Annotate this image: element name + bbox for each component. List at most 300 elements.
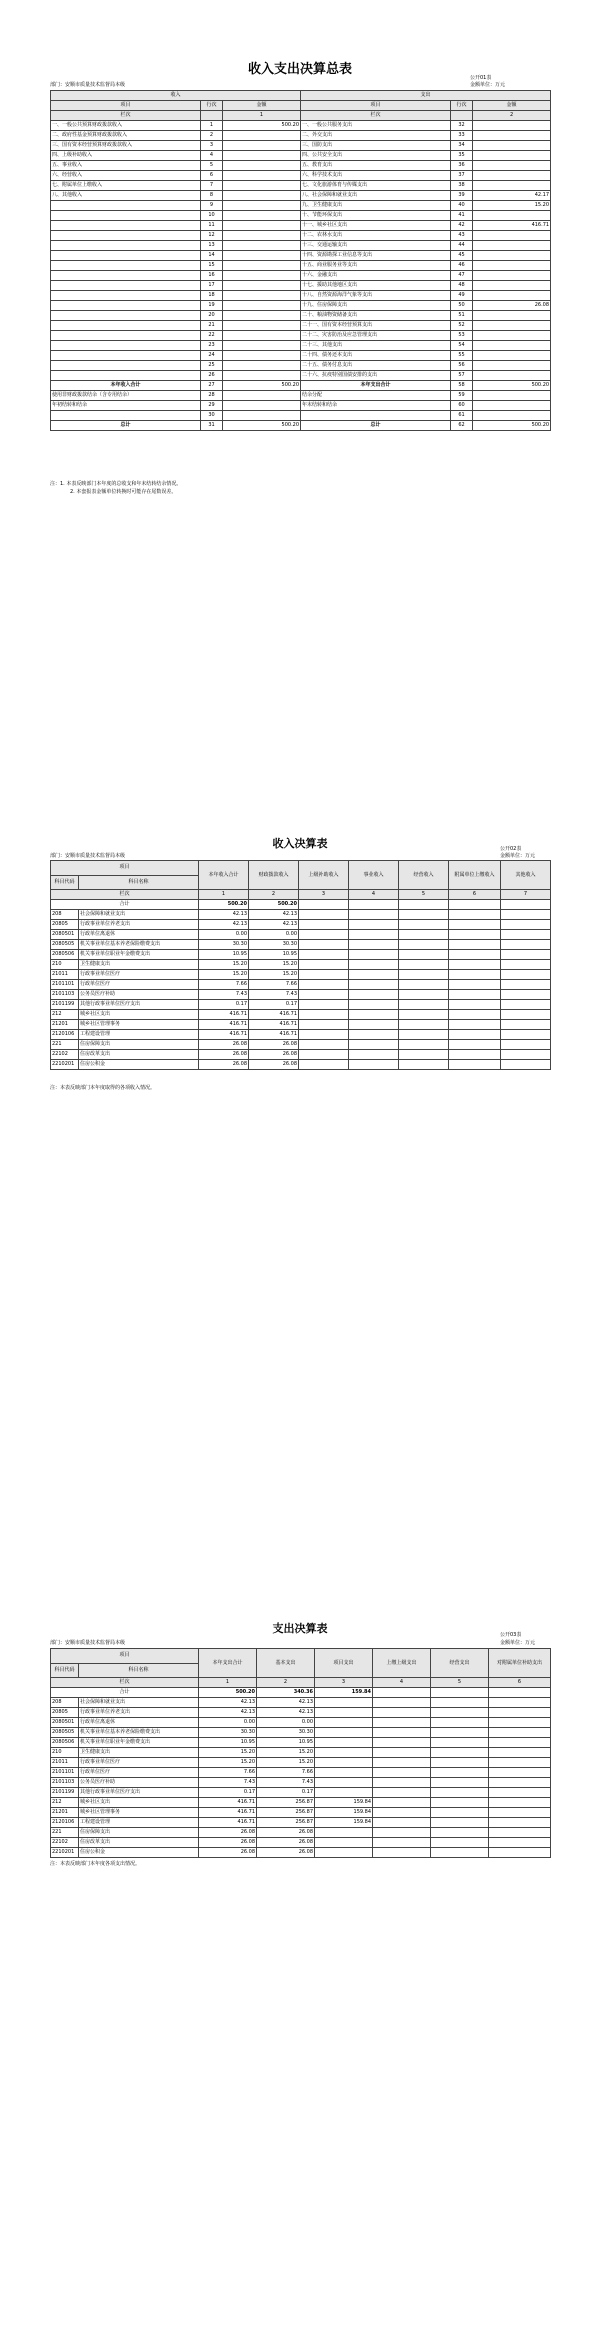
amount bbox=[449, 970, 501, 980]
expense-row bbox=[51, 1848, 551, 1858]
subject-name: 机关事业单位职业年金缴费支出 bbox=[79, 1738, 199, 1748]
summary-row bbox=[51, 341, 551, 351]
expense-item: 结余分配 bbox=[301, 391, 451, 401]
subject-name: 行政单位医疗 bbox=[79, 980, 199, 990]
summary-row bbox=[51, 131, 551, 141]
income-amount bbox=[223, 231, 301, 241]
subject-code: 208 bbox=[51, 910, 79, 920]
income-amount bbox=[223, 151, 301, 161]
amount bbox=[501, 930, 551, 940]
income-amount bbox=[223, 191, 301, 201]
income-amount bbox=[223, 221, 301, 231]
income-item bbox=[51, 201, 201, 211]
subject-name: 其他行政事业单位医疗支出 bbox=[79, 1788, 199, 1798]
amount bbox=[449, 1030, 501, 1040]
expense-item: 十六、金融支出 bbox=[301, 271, 451, 281]
line-no: 38 bbox=[451, 181, 473, 191]
amount bbox=[431, 1758, 489, 1768]
subject-name: 机关事业单位职业年金缴费支出 bbox=[79, 950, 199, 960]
amount: 256.87 bbox=[257, 1798, 315, 1808]
colno-label: 栏次 bbox=[51, 890, 199, 900]
code-header: 科目代码 bbox=[51, 1663, 79, 1678]
amount: 42.13 bbox=[199, 1708, 257, 1718]
income-money-unit: 金额单位：万元 bbox=[500, 853, 536, 859]
amount bbox=[299, 920, 349, 930]
subject-name: 工程建设管理 bbox=[79, 1818, 199, 1828]
income-item: 八、其他收入 bbox=[51, 191, 201, 201]
table-cell bbox=[451, 111, 473, 121]
amount bbox=[399, 980, 449, 990]
amount bbox=[373, 1698, 431, 1708]
income-amount bbox=[223, 331, 301, 341]
amount bbox=[501, 950, 551, 960]
amount: 42.13 bbox=[249, 910, 299, 920]
amount bbox=[489, 1778, 551, 1788]
line-no: 49 bbox=[451, 291, 473, 301]
income-item bbox=[51, 301, 201, 311]
amount bbox=[399, 1010, 449, 1020]
amount bbox=[399, 1050, 449, 1060]
expense-amount bbox=[473, 401, 551, 411]
income-row bbox=[51, 910, 551, 920]
expense-row bbox=[51, 1698, 551, 1708]
income-note: 注：本表反映部门本年度取得的各项收入情况。 bbox=[50, 1085, 156, 1091]
amount bbox=[449, 1040, 501, 1050]
expense-total-row bbox=[51, 1688, 551, 1698]
subject-name: 行政事业单位医疗 bbox=[79, 970, 199, 980]
subject-name: 行政单位离退休 bbox=[79, 930, 199, 940]
code-header: 科目代码 bbox=[51, 875, 79, 890]
line-no: 17 bbox=[201, 281, 223, 291]
subject-name: 行政单位医疗 bbox=[79, 1768, 199, 1778]
table-cell: 2 bbox=[473, 111, 551, 121]
subject-name: 城乡社区管理事务 bbox=[79, 1020, 199, 1030]
amount bbox=[373, 1848, 431, 1858]
subject-code: 2210201 bbox=[51, 1060, 79, 1070]
amount: 15.20 bbox=[249, 960, 299, 970]
expense-amount: 416.71 bbox=[473, 221, 551, 231]
amount bbox=[489, 1758, 551, 1768]
amount: 416.71 bbox=[199, 1020, 249, 1030]
income-item bbox=[51, 231, 201, 241]
amount: 0.00 bbox=[199, 930, 249, 940]
line-no: 21 bbox=[201, 321, 223, 331]
income-title: 收入决算表 bbox=[272, 837, 328, 850]
total-value bbox=[373, 1688, 431, 1698]
line-no: 48 bbox=[451, 281, 473, 291]
colno: 4 bbox=[349, 890, 399, 900]
subject-name: 住房公积金 bbox=[79, 1060, 199, 1070]
summary-row bbox=[51, 141, 551, 151]
column-header: 本年支出合计 bbox=[199, 1649, 257, 1678]
amount bbox=[399, 1060, 449, 1070]
column-header: 财政拨款收入 bbox=[249, 861, 299, 890]
line-no: 50 bbox=[451, 301, 473, 311]
amount: 15.20 bbox=[249, 970, 299, 980]
summary-extra-row bbox=[51, 391, 551, 401]
summary-row bbox=[51, 321, 551, 331]
amount: 26.08 bbox=[199, 1838, 257, 1848]
line-no: 31 bbox=[201, 421, 223, 431]
expense-amount bbox=[473, 331, 551, 341]
expense-amount bbox=[473, 241, 551, 251]
income-row bbox=[51, 980, 551, 990]
amount bbox=[399, 1020, 449, 1030]
income-row bbox=[51, 1050, 551, 1060]
income-amount bbox=[223, 391, 301, 401]
amount: 416.71 bbox=[199, 1818, 257, 1828]
amount: 256.87 bbox=[257, 1808, 315, 1818]
summary-row bbox=[51, 331, 551, 341]
subject-code: 22102 bbox=[51, 1838, 79, 1848]
amount bbox=[299, 1000, 349, 1010]
amount bbox=[399, 920, 449, 930]
income-item bbox=[51, 351, 201, 361]
line-no: 9 bbox=[201, 201, 223, 211]
expense-amount bbox=[473, 171, 551, 181]
subject-name: 机关事业单位基本养老保险缴费支出 bbox=[79, 1728, 199, 1738]
line-no: 30 bbox=[201, 411, 223, 421]
amount: 7.43 bbox=[249, 990, 299, 1000]
table-cell bbox=[201, 111, 223, 121]
expense-item: 十八、自然资源海洋气象等支出 bbox=[301, 291, 451, 301]
amount: 416.71 bbox=[249, 1010, 299, 1020]
amount bbox=[489, 1808, 551, 1818]
total-label: 合计 bbox=[51, 900, 199, 910]
amount: 26.08 bbox=[249, 1050, 299, 1060]
amount bbox=[373, 1798, 431, 1808]
expense-item: 十、节能环保支出 bbox=[301, 211, 451, 221]
summary-row bbox=[51, 201, 551, 211]
amount: 26.08 bbox=[199, 1040, 249, 1050]
income-amount bbox=[223, 341, 301, 351]
amount bbox=[315, 1698, 373, 1708]
amount bbox=[349, 970, 399, 980]
income-row bbox=[51, 1020, 551, 1030]
name-header: 科目名称 bbox=[79, 875, 199, 890]
expense-row bbox=[51, 1808, 551, 1818]
amount bbox=[489, 1728, 551, 1738]
line-no: 61 bbox=[451, 411, 473, 421]
line-no: 14 bbox=[201, 251, 223, 261]
amount bbox=[431, 1778, 489, 1788]
income-amount bbox=[223, 241, 301, 251]
expense-item: 二十一、国有资本经营预算支出 bbox=[301, 321, 451, 331]
income-row bbox=[51, 1060, 551, 1070]
amount bbox=[373, 1788, 431, 1798]
subject-code: 212 bbox=[51, 1010, 79, 1020]
total-value bbox=[489, 1688, 551, 1698]
amount: 7.66 bbox=[199, 1768, 257, 1778]
subject-code: 208 bbox=[51, 1698, 79, 1708]
item-header: 项目 bbox=[51, 1649, 199, 1664]
amount bbox=[373, 1758, 431, 1768]
line-no: 59 bbox=[451, 391, 473, 401]
amount: 42.13 bbox=[199, 1698, 257, 1708]
amount bbox=[349, 950, 399, 960]
total-value bbox=[399, 900, 449, 910]
amount bbox=[449, 1000, 501, 1010]
expense-item: 四、公共安全支出 bbox=[301, 151, 451, 161]
amount bbox=[315, 1728, 373, 1738]
colno: 3 bbox=[299, 890, 349, 900]
expense-amount bbox=[473, 291, 551, 301]
colno: 5 bbox=[399, 890, 449, 900]
summary-row bbox=[51, 351, 551, 361]
amount: 416.71 bbox=[249, 1020, 299, 1030]
total-value: 340.36 bbox=[257, 1688, 315, 1698]
income-item bbox=[51, 281, 201, 291]
income-item bbox=[51, 321, 201, 331]
line-no: 4 bbox=[201, 151, 223, 161]
subject-code: 221 bbox=[51, 1040, 79, 1050]
amount bbox=[449, 960, 501, 970]
amount: 30.30 bbox=[199, 1728, 257, 1738]
grand-total-label: 总计 bbox=[51, 421, 201, 431]
line-no: 57 bbox=[451, 371, 473, 381]
line-no: 5 bbox=[201, 161, 223, 171]
income-row bbox=[51, 970, 551, 980]
expense-item: 年末结转和结余 bbox=[301, 401, 451, 411]
amount: 15.20 bbox=[199, 1748, 257, 1758]
line-no: 35 bbox=[451, 151, 473, 161]
amount bbox=[431, 1808, 489, 1818]
line-no: 13 bbox=[201, 241, 223, 251]
expense-amount bbox=[473, 371, 551, 381]
amount: 7.66 bbox=[249, 980, 299, 990]
amount bbox=[501, 1000, 551, 1010]
amount: 10.95 bbox=[249, 950, 299, 960]
subject-name: 机关事业单位基本养老保险缴费支出 bbox=[79, 940, 199, 950]
amount bbox=[431, 1828, 489, 1838]
expense-item: 十四、资源勘探工业信息等支出 bbox=[301, 251, 451, 261]
income-item bbox=[51, 371, 201, 381]
amount bbox=[489, 1708, 551, 1718]
line-no: 58 bbox=[451, 381, 473, 391]
amount bbox=[349, 930, 399, 940]
income-row bbox=[51, 1030, 551, 1040]
amount bbox=[431, 1708, 489, 1718]
line-no: 3 bbox=[201, 141, 223, 151]
expense-unit-label: 部门：安顺市质量技术监督局本级 bbox=[50, 1640, 126, 1646]
expense-amount bbox=[473, 151, 551, 161]
amount bbox=[501, 1010, 551, 1020]
line-no: 11 bbox=[201, 221, 223, 231]
subject-name: 住房改革支出 bbox=[79, 1838, 199, 1848]
line-no: 33 bbox=[451, 131, 473, 141]
total-value: 159.84 bbox=[315, 1688, 373, 1698]
line-no: 32 bbox=[451, 121, 473, 131]
income-item bbox=[51, 361, 201, 371]
subject-code: 212 bbox=[51, 1798, 79, 1808]
amount bbox=[299, 930, 349, 940]
amount bbox=[501, 920, 551, 930]
expense-item: 十五、商业服务业等支出 bbox=[301, 261, 451, 271]
amount: 0.00 bbox=[257, 1718, 315, 1728]
income-amount bbox=[223, 401, 301, 411]
expense-row bbox=[51, 1768, 551, 1778]
amount bbox=[501, 970, 551, 980]
expense-amount bbox=[473, 141, 551, 151]
line-no: 52 bbox=[451, 321, 473, 331]
expense-item: 二十二、灾害防治及应急管理支出 bbox=[301, 331, 451, 341]
line-no: 28 bbox=[201, 391, 223, 401]
expense-item: 五、教育支出 bbox=[301, 161, 451, 171]
summary-note-2: 2. 本套报表金额单位转换时可能存在尾数误差。 bbox=[70, 489, 177, 495]
line-no: 26 bbox=[201, 371, 223, 381]
amount: 26.08 bbox=[257, 1848, 315, 1858]
income-unit-label: 部门：安顺市质量技术监督局本级 bbox=[50, 853, 126, 859]
expense-header: 支出 bbox=[301, 91, 551, 101]
amount: 30.30 bbox=[257, 1728, 315, 1738]
column-header: 其他收入 bbox=[501, 861, 551, 890]
expense-item bbox=[301, 411, 451, 421]
subject-code: 221 bbox=[51, 1828, 79, 1838]
income-item bbox=[51, 261, 201, 271]
amount bbox=[299, 1060, 349, 1070]
amount bbox=[449, 1010, 501, 1020]
line-no: 53 bbox=[451, 331, 473, 341]
summary-row bbox=[51, 151, 551, 161]
total-income-label: 本年收入合计 bbox=[51, 381, 201, 391]
income-header-row bbox=[51, 861, 551, 876]
income-item bbox=[51, 331, 201, 341]
expense-item: 二、外交支出 bbox=[301, 131, 451, 141]
expense-row bbox=[51, 1748, 551, 1758]
column-header: 附属单位上缴收入 bbox=[449, 861, 501, 890]
amount bbox=[299, 970, 349, 980]
line-no: 15 bbox=[201, 261, 223, 271]
amount bbox=[373, 1708, 431, 1718]
amount bbox=[431, 1738, 489, 1748]
subject-code: 2120106 bbox=[51, 1818, 79, 1828]
subject-code: 21201 bbox=[51, 1020, 79, 1030]
amount bbox=[399, 1040, 449, 1050]
amount bbox=[431, 1768, 489, 1778]
amount: 159.84 bbox=[315, 1808, 373, 1818]
amount bbox=[349, 940, 399, 950]
line-no: 24 bbox=[201, 351, 223, 361]
amount bbox=[373, 1718, 431, 1728]
amount: 0.00 bbox=[199, 1718, 257, 1728]
summary-colname-row bbox=[51, 101, 551, 111]
amount bbox=[431, 1788, 489, 1798]
summary-row bbox=[51, 311, 551, 321]
expense-amount bbox=[473, 131, 551, 141]
amount: 416.71 bbox=[199, 1798, 257, 1808]
expense-item: 二十、粮油物资储备支出 bbox=[301, 311, 451, 321]
column-header: 项目 bbox=[51, 101, 201, 111]
subject-code: 2101103 bbox=[51, 990, 79, 1000]
subject-name: 卫生健康支出 bbox=[79, 1748, 199, 1758]
income-amount bbox=[223, 411, 301, 421]
amount bbox=[315, 1848, 373, 1858]
income-amount bbox=[223, 351, 301, 361]
amount bbox=[431, 1838, 489, 1848]
summary-section bbox=[0, 0, 600, 520]
income-amount bbox=[223, 301, 301, 311]
expense-amount bbox=[473, 321, 551, 331]
line-no: 39 bbox=[451, 191, 473, 201]
income-row bbox=[51, 940, 551, 950]
subject-code: 2101101 bbox=[51, 1768, 79, 1778]
income-amount bbox=[223, 141, 301, 151]
colno: 3 bbox=[315, 1678, 373, 1688]
subject-code: 2101199 bbox=[51, 1000, 79, 1010]
subject-name: 行政单位离退休 bbox=[79, 1718, 199, 1728]
amount bbox=[299, 940, 349, 950]
line-no: 47 bbox=[451, 271, 473, 281]
expense-amount bbox=[473, 361, 551, 371]
summary-row bbox=[51, 361, 551, 371]
subject-code: 2120106 bbox=[51, 1030, 79, 1040]
colno: 1 bbox=[199, 1678, 257, 1688]
expense-form-no: 公开03表 bbox=[500, 1632, 522, 1638]
expense-table bbox=[50, 1648, 551, 1858]
summary-row bbox=[51, 241, 551, 251]
subject-code: 21011 bbox=[51, 970, 79, 980]
amount bbox=[373, 1738, 431, 1748]
subject-code: 2080501 bbox=[51, 1718, 79, 1728]
amount: 0.17 bbox=[199, 1788, 257, 1798]
total-label: 合计 bbox=[51, 1688, 199, 1698]
amount: 0.00 bbox=[249, 930, 299, 940]
subject-code: 2210201 bbox=[51, 1848, 79, 1858]
line-no: 23 bbox=[201, 341, 223, 351]
line-no: 54 bbox=[451, 341, 473, 351]
amount bbox=[299, 1020, 349, 1030]
expense-item: 二十三、其他支出 bbox=[301, 341, 451, 351]
amount bbox=[315, 1748, 373, 1758]
colno: 2 bbox=[249, 890, 299, 900]
amount bbox=[315, 1768, 373, 1778]
expense-item: 三、国防支出 bbox=[301, 141, 451, 151]
line-no: 29 bbox=[201, 401, 223, 411]
total-value: 500.20 bbox=[249, 900, 299, 910]
amount bbox=[449, 990, 501, 1000]
amount: 42.13 bbox=[199, 910, 249, 920]
total-expense: 500.20 bbox=[473, 381, 551, 391]
amount bbox=[431, 1848, 489, 1858]
subject-name: 行政事业单位医疗 bbox=[79, 1758, 199, 1768]
subject-code: 22102 bbox=[51, 1050, 79, 1060]
subject-code: 20805 bbox=[51, 1708, 79, 1718]
expense-amount bbox=[473, 231, 551, 241]
amount: 0.17 bbox=[249, 1000, 299, 1010]
income-item: 年初结转和结余 bbox=[51, 401, 201, 411]
amount bbox=[399, 990, 449, 1000]
income-section bbox=[0, 780, 600, 1180]
income-amount bbox=[223, 181, 301, 191]
total-value bbox=[299, 900, 349, 910]
expense-row bbox=[51, 1798, 551, 1808]
summary-money-unit: 金额单位：万元 bbox=[470, 82, 506, 88]
income-amount bbox=[223, 271, 301, 281]
summary-row bbox=[51, 251, 551, 261]
colno-label: 栏次 bbox=[51, 111, 201, 121]
income-item bbox=[51, 221, 201, 231]
amount bbox=[299, 1050, 349, 1060]
line-no: 1 bbox=[201, 121, 223, 131]
expense-amount: 26.08 bbox=[473, 301, 551, 311]
total-value: 500.20 bbox=[199, 1688, 257, 1698]
amount bbox=[315, 1718, 373, 1728]
amount bbox=[373, 1818, 431, 1828]
line-no: 34 bbox=[451, 141, 473, 151]
amount bbox=[299, 980, 349, 990]
column-header: 本年收入合计 bbox=[199, 861, 249, 890]
amount: 159.84 bbox=[315, 1818, 373, 1828]
